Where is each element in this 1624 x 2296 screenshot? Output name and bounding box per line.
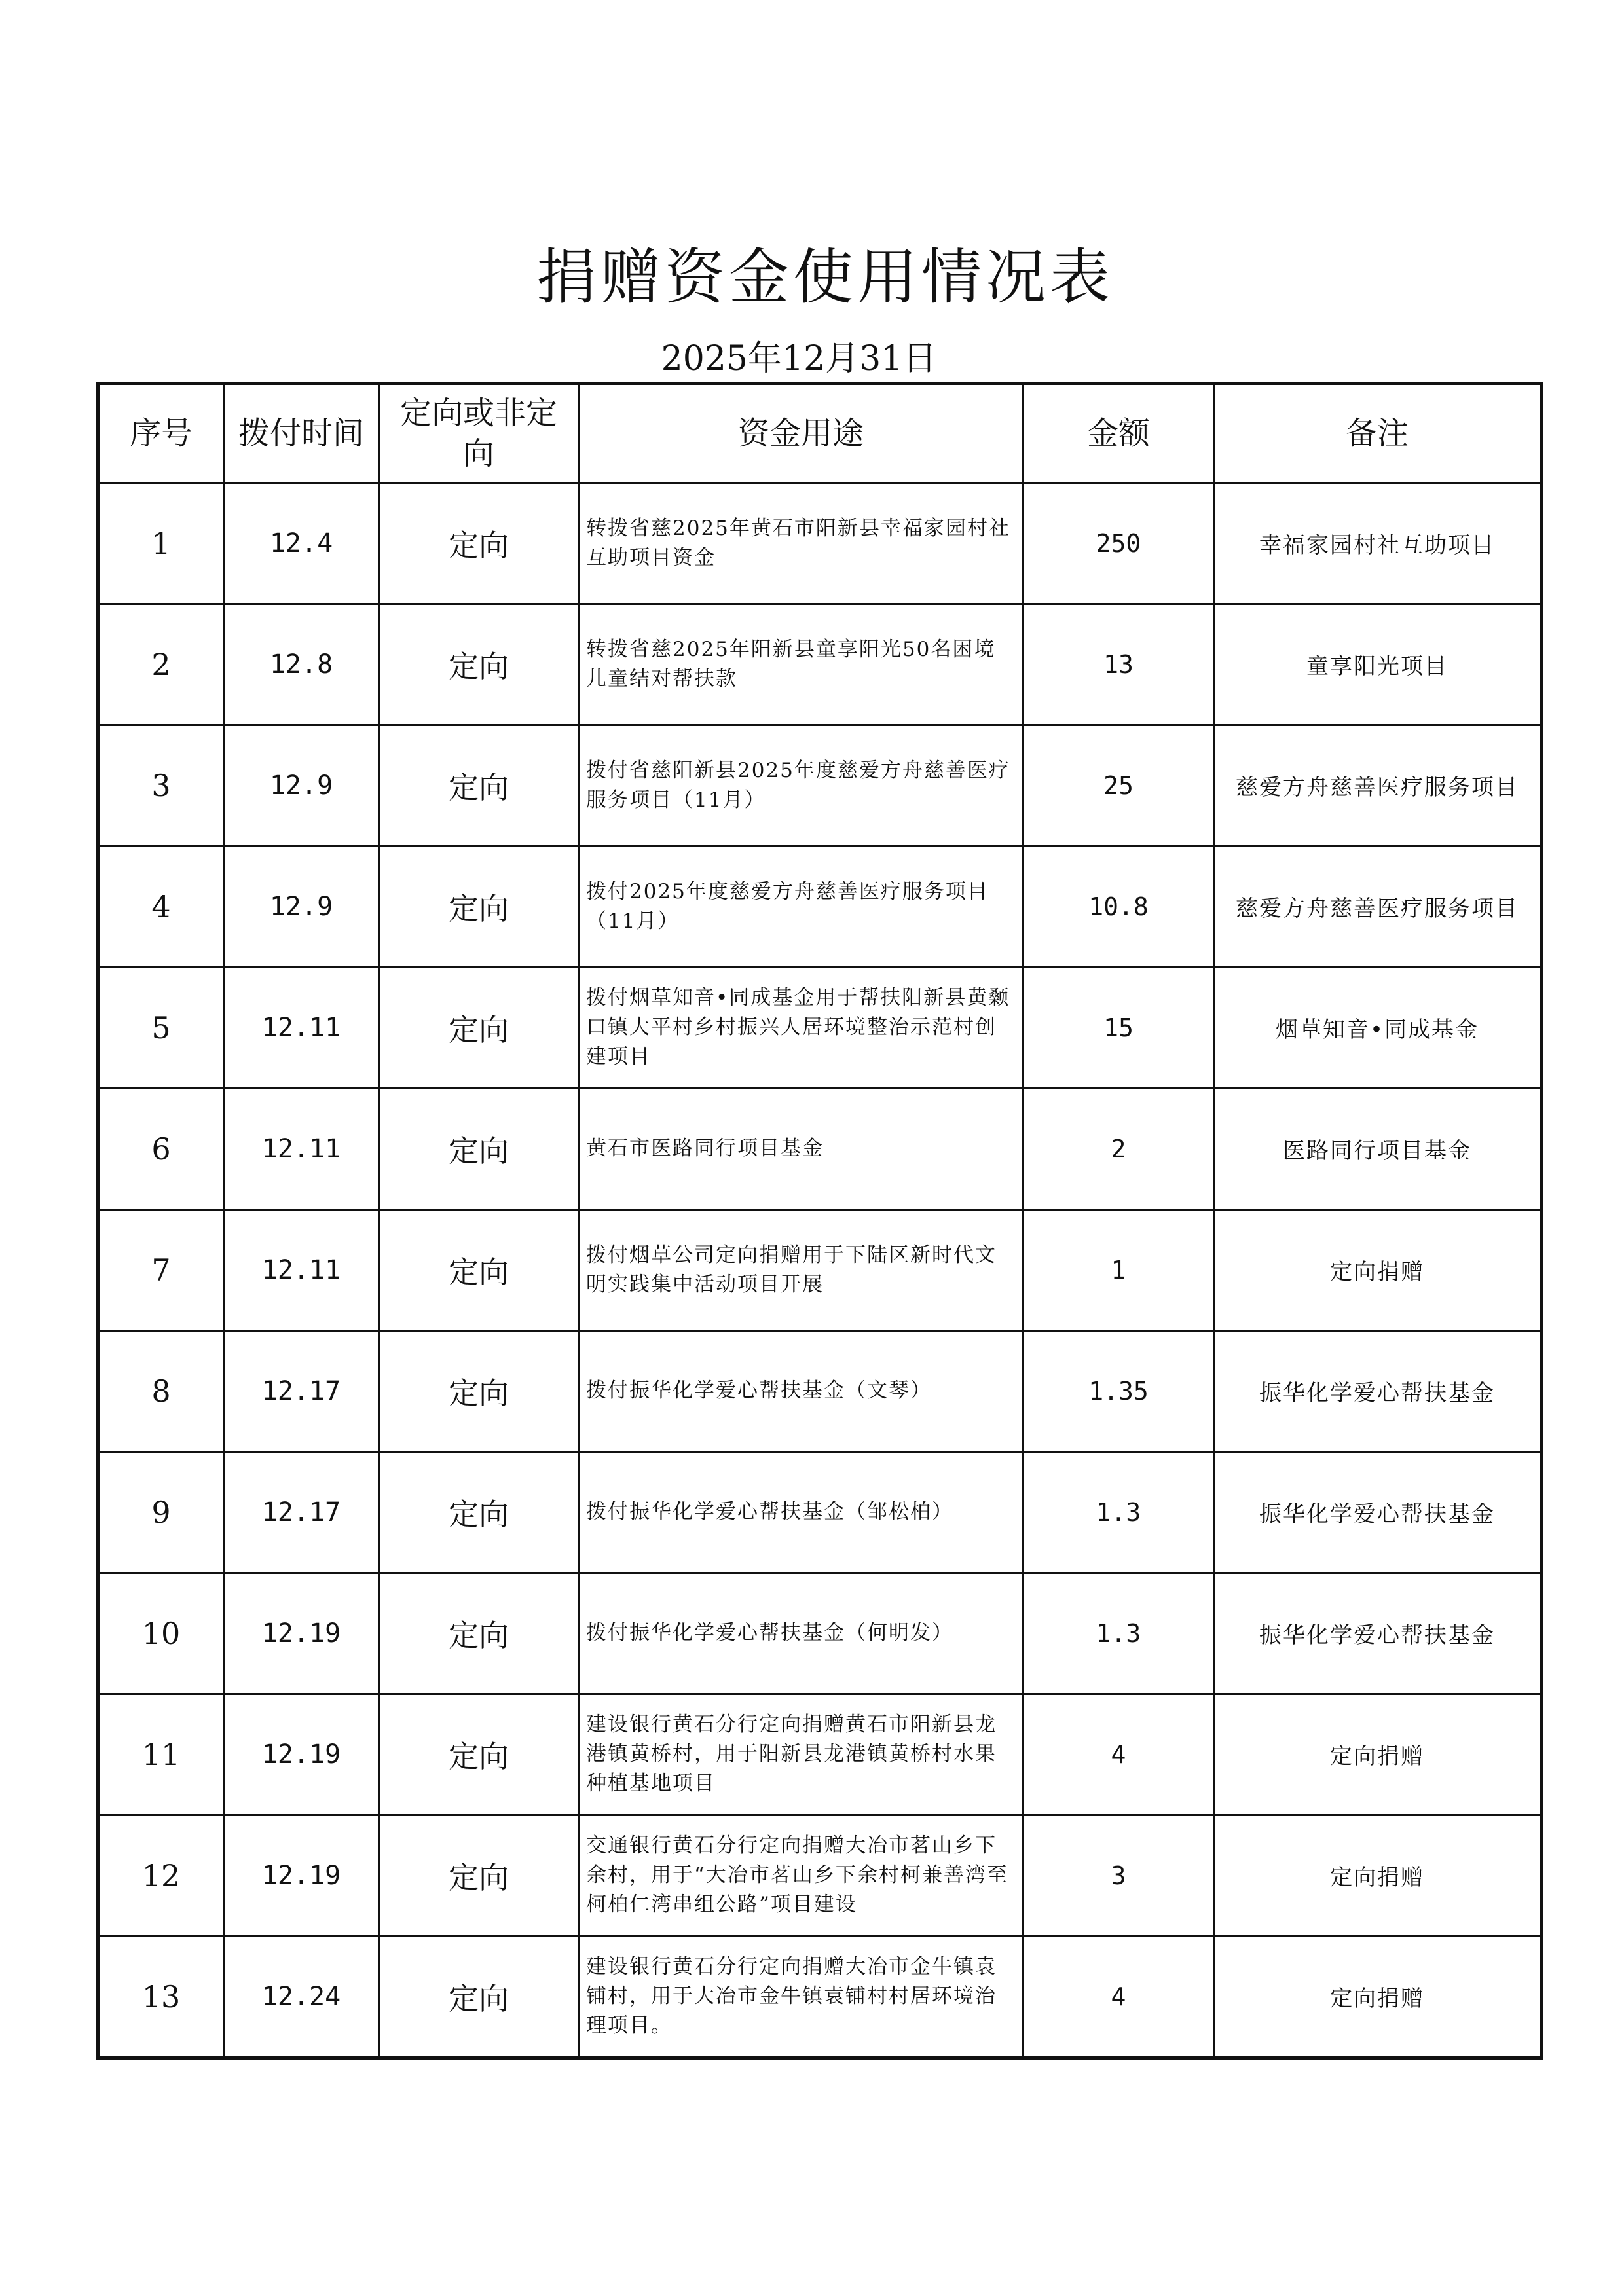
cell-fund-use: 建设银行黄石分行定向捐赠黄石市阳新县龙港镇黄桥村，用于阳新县龙港镇黄桥村水果种植基地项目 <box>579 1694 1024 1815</box>
donation-usage-table <box>96 382 1543 2060</box>
cell-remarks: 幸福家园村社互助项目 <box>1214 483 1541 604</box>
cell-fund-use: 黄石市医路同行项目基金 <box>579 1088 1024 1209</box>
cell-remarks: 定向捐赠 <box>1214 1209 1541 1330</box>
table-row <box>98 1936 1541 2058</box>
cell-directed-type: 定向 <box>379 846 579 967</box>
cell-serial-number: 1 <box>98 483 224 604</box>
cell-payment-date: 12.11 <box>224 967 379 1088</box>
cell-serial-number: 7 <box>98 1209 224 1330</box>
cell-remarks: 定向捐赠 <box>1214 1815 1541 1936</box>
cell-payment-date: 12.8 <box>224 604 379 725</box>
cell-payment-date: 12.9 <box>224 725 379 846</box>
cell-directed-type: 定向 <box>379 604 579 725</box>
cell-remarks: 烟草知音•同成基金 <box>1214 967 1541 1088</box>
cell-fund-use: 拨付烟草公司定向捐赠用于下陆区新时代文明实践集中活动项目开展 <box>579 1209 1024 1330</box>
cell-fund-use: 转拨省慈2025年阳新县童享阳光50名困境儿童结对帮扶款 <box>579 604 1024 725</box>
cell-fund-use: 拨付烟草知音•同成基金用于帮扶阳新县黄颡口镇大平村乡村振兴人居环境整治示范村创建项目 <box>579 967 1024 1088</box>
cell-remarks: 振华化学爱心帮扶基金 <box>1214 1451 1541 1573</box>
header-remarks: 备注 <box>1214 384 1541 483</box>
cell-remarks: 定向捐赠 <box>1214 1694 1541 1815</box>
cell-directed-type: 定向 <box>379 483 579 604</box>
table-row <box>98 1330 1541 1451</box>
cell-serial-number: 4 <box>98 846 224 967</box>
header-directed-type: 定向或非定向 <box>379 384 579 483</box>
header-amount: 金额 <box>1024 384 1214 483</box>
table-row <box>98 1209 1541 1330</box>
table-row <box>98 846 1541 967</box>
cell-amount: 4 <box>1024 1936 1214 2058</box>
table-body <box>98 483 1541 2058</box>
cell-amount: 4 <box>1024 1694 1214 1815</box>
table-row <box>98 1088 1541 1209</box>
cell-directed-type: 定向 <box>379 1815 579 1936</box>
cell-remarks: 慈爱方舟慈善医疗服务项目 <box>1214 846 1541 967</box>
cell-amount: 250 <box>1024 483 1214 604</box>
cell-directed-type: 定向 <box>379 1088 579 1209</box>
cell-payment-date: 12.11 <box>224 1209 379 1330</box>
cell-payment-date: 12.24 <box>224 1936 379 2058</box>
cell-payment-date: 12.19 <box>224 1815 379 1936</box>
cell-payment-date: 12.11 <box>224 1088 379 1209</box>
header-payment-date: 拨付时间 <box>224 384 379 483</box>
cell-remarks: 定向捐赠 <box>1214 1936 1541 2058</box>
cell-amount: 1 <box>1024 1209 1214 1330</box>
cell-directed-type: 定向 <box>379 725 579 846</box>
cell-directed-type: 定向 <box>379 1330 579 1451</box>
cell-fund-use: 拨付2025年度慈爱方舟慈善医疗服务项目（11月） <box>579 846 1024 967</box>
cell-amount: 13 <box>1024 604 1214 725</box>
table-row <box>98 483 1541 604</box>
table-row <box>98 1815 1541 1936</box>
cell-serial-number: 13 <box>98 1936 224 2058</box>
cell-directed-type: 定向 <box>379 967 579 1088</box>
cell-payment-date: 12.4 <box>224 483 379 604</box>
cell-remarks: 振华化学爱心帮扶基金 <box>1214 1330 1541 1451</box>
cell-amount: 10.8 <box>1024 846 1214 967</box>
cell-amount: 1.3 <box>1024 1573 1214 1694</box>
cell-fund-use: 拨付省慈阳新县2025年度慈爱方舟慈善医疗服务项目（11月） <box>579 725 1024 846</box>
cell-serial-number: 6 <box>98 1088 224 1209</box>
cell-fund-use: 建设银行黄石分行定向捐赠大冶市金牛镇袁铺村，用于大冶市金牛镇袁铺村村居环境治理项目。 <box>579 1936 1024 2058</box>
cell-payment-date: 12.17 <box>224 1330 379 1451</box>
cell-fund-use: 交通银行黄石分行定向捐赠大冶市茗山乡下余村，用于“大冶市茗山乡下余村柯兼善湾至柯柏仁湾串组公路”项目建设 <box>579 1815 1024 1936</box>
table-row <box>98 1451 1541 1573</box>
cell-amount: 1.35 <box>1024 1330 1214 1451</box>
document-date: 2025年12月31日 <box>661 339 937 378</box>
cell-serial-number: 10 <box>98 1573 224 1694</box>
cell-remarks: 童享阳光项目 <box>1214 604 1541 725</box>
cell-directed-type: 定向 <box>379 1451 579 1573</box>
cell-directed-type: 定向 <box>379 1573 579 1694</box>
page-title: 捐赠资金使用情况表 <box>536 242 1114 312</box>
cell-serial-number: 12 <box>98 1815 224 1936</box>
cell-directed-type: 定向 <box>379 1936 579 2058</box>
cell-serial-number: 11 <box>98 1694 224 1815</box>
cell-remarks: 振华化学爱心帮扶基金 <box>1214 1573 1541 1694</box>
cell-remarks: 慈爱方舟慈善医疗服务项目 <box>1214 725 1541 846</box>
cell-fund-use: 拨付振华化学爱心帮扶基金（何明发） <box>579 1573 1024 1694</box>
cell-amount: 1.3 <box>1024 1451 1214 1573</box>
table-row <box>98 967 1541 1088</box>
table-row <box>98 725 1541 846</box>
cell-directed-type: 定向 <box>379 1694 579 1815</box>
cell-fund-use: 拨付振华化学爱心帮扶基金（邹松柏） <box>579 1451 1024 1573</box>
cell-amount: 3 <box>1024 1815 1214 1936</box>
table-header <box>98 384 1541 483</box>
cell-serial-number: 2 <box>98 604 224 725</box>
cell-remarks: 医路同行项目基金 <box>1214 1088 1541 1209</box>
header-fund-use: 资金用途 <box>579 384 1024 483</box>
table-row <box>98 1694 1541 1815</box>
cell-amount: 2 <box>1024 1088 1214 1209</box>
cell-amount: 25 <box>1024 725 1214 846</box>
cell-serial-number: 9 <box>98 1451 224 1573</box>
cell-serial-number: 5 <box>98 967 224 1088</box>
cell-payment-date: 12.17 <box>224 1451 379 1573</box>
cell-amount: 15 <box>1024 967 1214 1088</box>
table-row <box>98 604 1541 725</box>
cell-fund-use: 转拨省慈2025年黄石市阳新县幸福家园村社互助项目资金 <box>579 483 1024 604</box>
header-serial-number: 序号 <box>98 384 224 483</box>
header-row <box>98 384 1541 483</box>
cell-serial-number: 8 <box>98 1330 224 1451</box>
cell-payment-date: 12.19 <box>224 1694 379 1815</box>
cell-fund-use: 拨付振华化学爱心帮扶基金（文琴） <box>579 1330 1024 1451</box>
table-row <box>98 1573 1541 1694</box>
cell-directed-type: 定向 <box>379 1209 579 1330</box>
cell-payment-date: 12.9 <box>224 846 379 967</box>
cell-payment-date: 12.19 <box>224 1573 379 1694</box>
cell-serial-number: 3 <box>98 725 224 846</box>
